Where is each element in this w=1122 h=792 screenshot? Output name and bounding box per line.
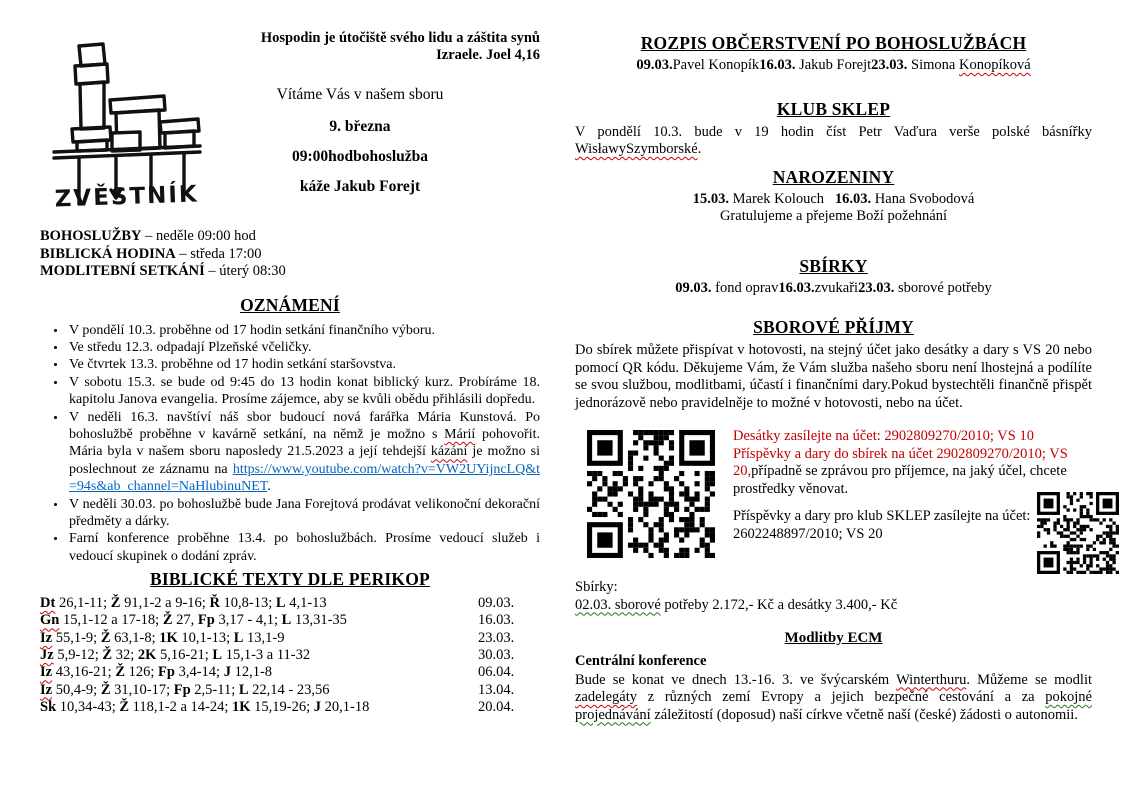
service-times <box>40 228 540 281</box>
pericope-date: 20.04. <box>478 698 515 715</box>
left-column <box>40 28 540 716</box>
tithe-account-text: Desátky zasílejte na účet: 2902809270/2010; VS 10 Příspěvky a dary do sbírek na účet 2902809270/2010; VS 20,případně se zprávou pro příjemce, na jaký účel, chcete prostředky věnovat. <box>733 428 1068 497</box>
announcement-item: • V pondělí 10.3. proběhne od 17 hodin setkání finančního výboru. <box>67 322 540 339</box>
klub-sklep-text: V pondělí 10.3. bude v 19 hodin číst Petr Vaďura verše polské básnířky WisławySzymborské. <box>575 123 1092 157</box>
pericope-date: 16.03. <box>478 612 515 629</box>
preacher-name: káže Jakub Forejt <box>299 178 421 195</box>
announcements-title: OZNÁMENÍ <box>240 294 340 315</box>
right-column <box>575 28 1092 724</box>
pericope-texts: Jz 5,9-12; Ž 32; 2K 5,16-21; L 15,1-3 a 11-32 <box>40 647 311 664</box>
announcement-item: • Ve středu 12.3. odpadají Plzeňské včeličky. <box>67 339 540 356</box>
pericope-date: 13.04. <box>478 681 515 698</box>
pericope-texts: Gn 15,1-12 a 17-18; Ž 27, Fp 3,17 - 4,1; L 13,31-35 <box>40 612 347 629</box>
sklep-account-text: Příspěvky a dary pro klub SKLEP zasílejte na účet: 2602248897/2010; VS 20 <box>733 508 1031 542</box>
pericopes-title: BIBLICKÉ TEXTY DLE PERIKOP <box>150 569 430 590</box>
scripture-quote <box>210 30 540 64</box>
welcome-block <box>180 86 540 208</box>
pericope-date: 30.03. <box>478 647 515 664</box>
pericope-texts: Iz 55,1-9; Ž 63,1-8; 1K 10,1-13; L 13,1-9 <box>40 629 285 646</box>
collections-title: SBÍRKY <box>799 255 868 276</box>
pericope-texts: Dt 26,1-11; Ž 91,1-2 a 9-16; Ř 10,8-13; L 4,1-13 <box>40 595 327 612</box>
pericope-row <box>40 612 540 629</box>
welcome-line: Vítáme Vás v našem sboru <box>276 86 444 103</box>
service-times-row: BOHOSLUŽBY – neděle 09:00 hod <box>40 228 256 244</box>
pericope-row <box>40 630 540 647</box>
header <box>40 28 540 228</box>
pericope-row <box>40 682 540 699</box>
birthdays-wish: Gratulujeme a přejeme Boží požehnání <box>719 208 948 224</box>
announcements-list <box>40 322 540 566</box>
service-time: 09:00hodbohoslužba <box>291 148 429 165</box>
pericope-texts: Iz 50,4-9; Ž 31,10-17; Fp 2,5-11; L 22,14 - 23,56 <box>40 681 330 698</box>
announcement-item: • Farní konference proběhne 13.4. po bohoslužbách. Prosíme vedoucí služeb i vedoucí skupinek o dodání zpráv. <box>67 530 540 565</box>
announcement-item: • V neděli 30.03. po bohoslužbě bude Jana Forejtová prodávat velikonoční dekorační předměty a dárky. <box>67 496 540 531</box>
pericope-date: 09.03. <box>478 595 515 612</box>
refreshments-schedule: 09.03.Pavel Konopík16.03. Jakub Forejt23.03. Simona Konopíková <box>636 57 1031 73</box>
service-date: 9. března <box>329 118 391 135</box>
qr-code-tithe <box>587 430 715 558</box>
conference-text: Bude se konat ve dnech 13.-16. 3. ve švýcarském Winterthuru. Můžeme se modlit zadelegáty z různých zemí Evropy a jejich bezpečné cestování a za pokojné projednávání záležitostí (doposud) naší církve včetně naší (české) žádosti o autonomii. <box>575 671 1092 723</box>
refreshments-title: ROZPIS OBČERSTVENÍ PO BOHOSLUŽBÁCH <box>640 33 1027 53</box>
birthdays-title: NAROZENINY <box>772 166 895 187</box>
collections-result-label: Sbírky: <box>575 579 618 595</box>
pericope-row <box>40 595 540 612</box>
birthdays-names: 15.03. Marek Kolouch 16.03. Hana Svobodová <box>692 190 975 207</box>
payment-info-section <box>575 424 1092 576</box>
pericope-texts: Iz 43,16-21; Ž 126; Fp 3,4-14; J 12,1-8 <box>40 664 273 681</box>
collections-result: 02.03. sborové potřeby 2.172,- Kč a desátky 3.400,- Kč <box>575 596 898 613</box>
income-title: SBOROVÉ PŘÍJMY <box>753 317 914 337</box>
announcement-item: • Ve čtvrtek 13.3. proběhne od 17 hodin setkání staršovstva. <box>67 356 540 373</box>
pericope-texts: Sk 10,34-43; Ž 118,1-2 a 14-24; 1K 15,19-26; J 20,1-18 <box>40 698 370 715</box>
qr-code-sklep <box>1037 492 1119 574</box>
quote-line: Hospodin je útočiště svého lidu a záštita synů <box>260 30 540 46</box>
pericope-date: 06.04. <box>478 664 515 681</box>
youtube-link[interactable]: https://www.youtube.com/watch?v=VW2UYijncLQ&t=94s&ab_channel=NaHlubinuNET <box>69 461 540 495</box>
quote-reference: Izraele. Joel 4,16 <box>436 47 540 64</box>
prayers-ecm-title: Modlitby ECM <box>784 630 883 646</box>
conference-label: Centrální konference <box>575 653 707 669</box>
announcement-item: • V sobotu 15.3. se bude od 9:45 do 13 hodin konat biblický kurz. Probíráme 18. kapitolu Janova evangelia. Prosíme zájemce, aby se kvůli obědu přihlásili dopředu. <box>67 374 540 409</box>
svg-text:ZVĚSTNÍK: ZVĚSTNÍK <box>54 181 200 213</box>
pericope-row <box>40 647 540 664</box>
announcement-item: • V neděli 16.3. navštíví náš sbor budoucí nová farářka Mária Kunstová. Po bohoslužbě proběhne v kavárně setkání, na němž je možno s Márií pohovořit. Mária byla v našem sboru naposledy 21.5.2023 a její tehdejší kázání je možno si poslechnout ze záznamu na https://www.youtube.com/watch?v=VW2UYijncLQ&t=94s&ab_channel=NaHlubinuNET. <box>67 409 540 496</box>
klub-sklep-title: KLUB SKLEP <box>776 98 891 119</box>
income-text: Do sbírek můžete přispívat v hotovosti, na stejný účet jako desátky a dary s VS 20 nebo pomocí QR kódu. Děkujeme Vám, že Vám služba našeho sboru není lhostejná a podílíte se svou službou, modlitbami, účastí i finančními dary.Pokud bystechtěli finančně přispět jednorázově nebo pravidelněje to možné v hotovosti, nebo na účet. <box>575 342 1092 411</box>
service-times-row: MODLITEBNÍ SETKÁNÍ – úterý 08:30 <box>40 263 286 279</box>
service-times-row: BIBLICKÁ HODINA – středa 17:00 <box>40 245 262 262</box>
pericope-row <box>40 664 540 681</box>
pericopes-table <box>40 595 540 716</box>
pericope-date: 23.03. <box>478 629 515 646</box>
collections-schedule: 09.03. fond oprav16.03.zvukaři23.03. sborové potřeby <box>675 279 992 296</box>
pericope-row <box>40 699 540 716</box>
